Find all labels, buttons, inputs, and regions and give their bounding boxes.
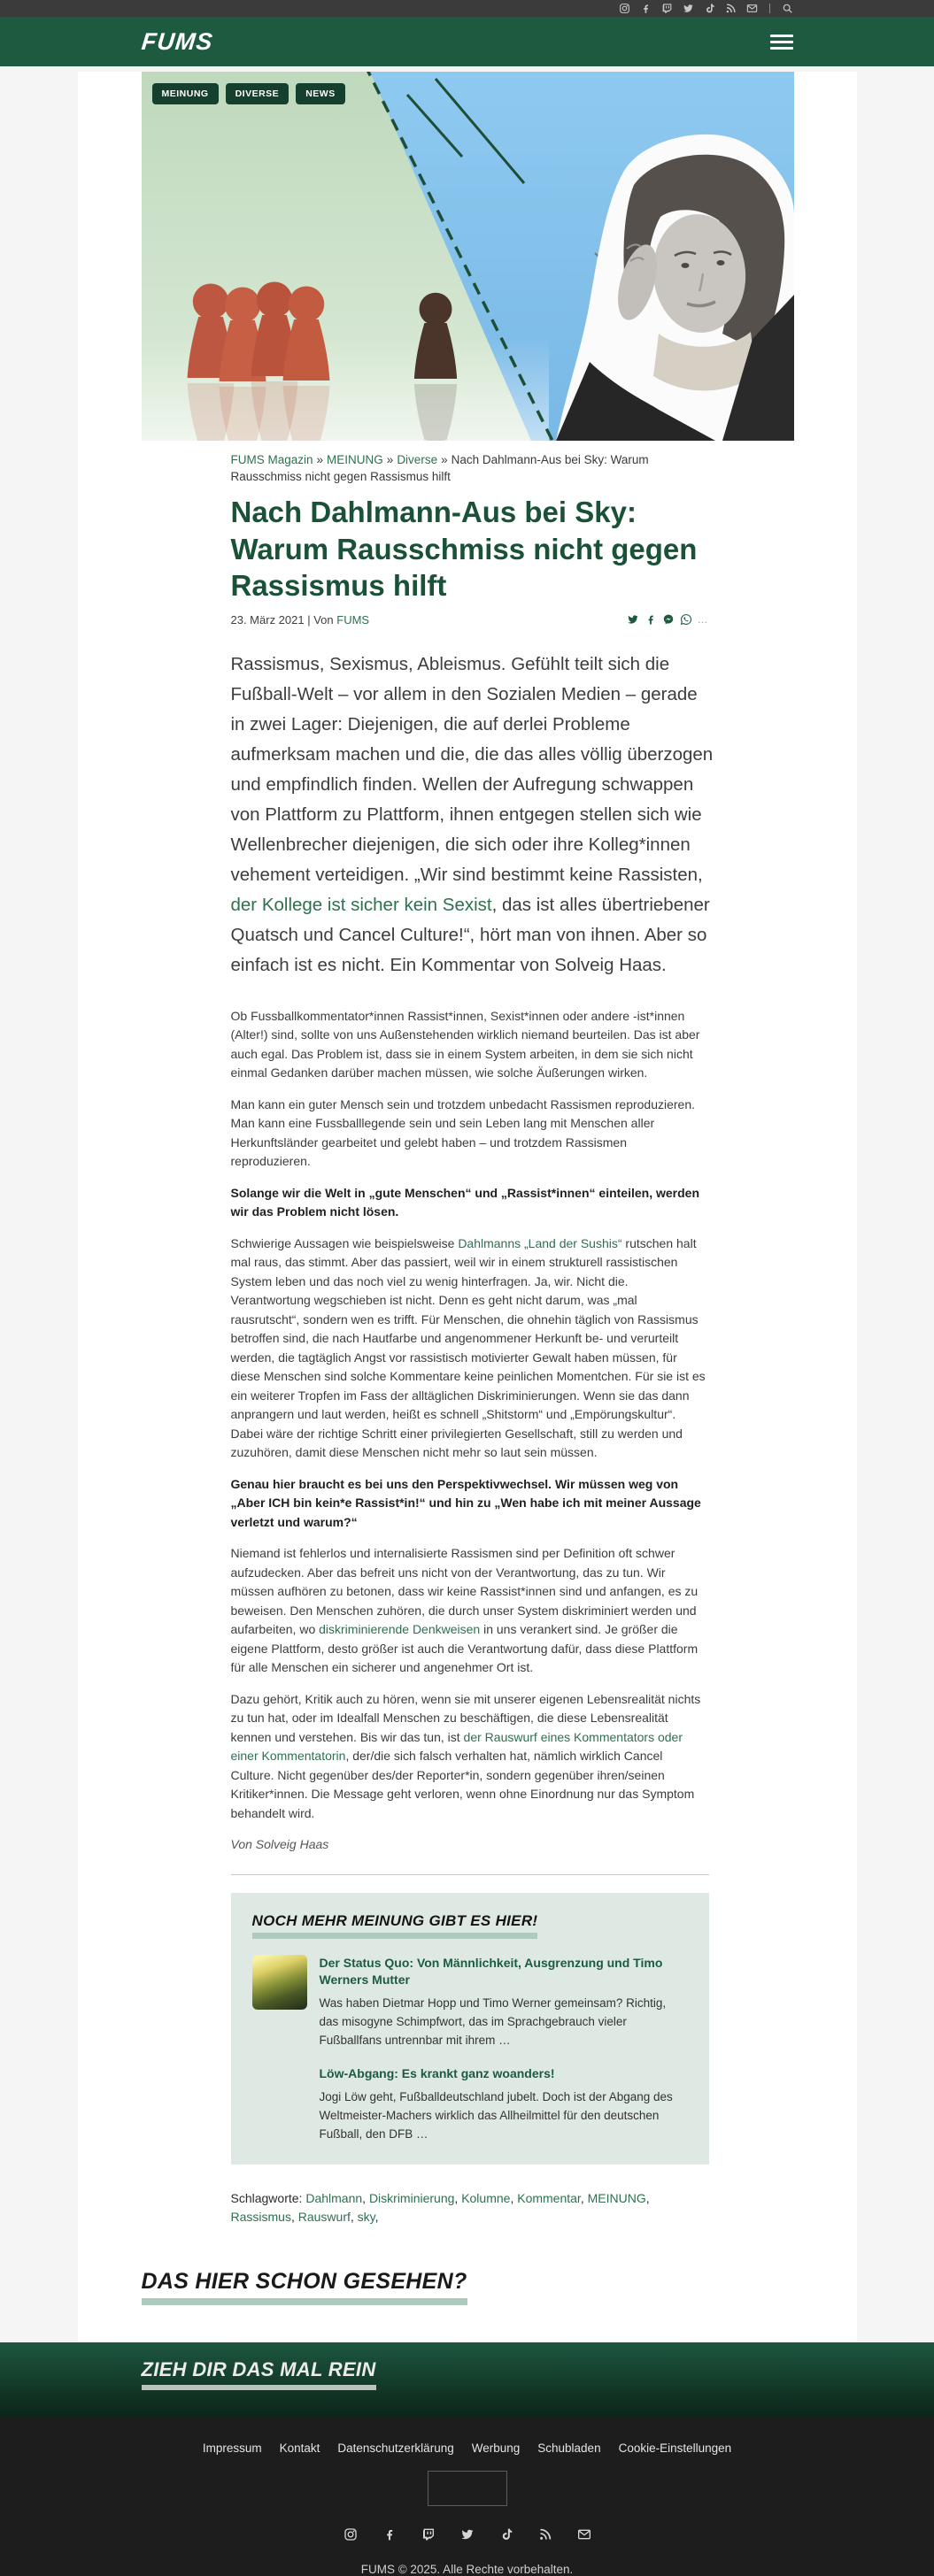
article-hero-image bbox=[142, 72, 794, 441]
section-divider bbox=[231, 1874, 709, 1875]
related-article-title[interactable]: Der Status Quo: Von Männlichkeit, Ausgrenzung und Timo Werners Mutter bbox=[319, 1955, 663, 1987]
rss-icon[interactable] bbox=[538, 2527, 552, 2541]
keyword-tag-link[interactable]: sky bbox=[357, 2209, 375, 2224]
article-meta-row bbox=[231, 613, 709, 627]
rss-icon[interactable] bbox=[725, 3, 737, 14]
related-articles-box bbox=[231, 1893, 709, 2165]
copyright-text: FUMS © 2025. Alle Rechte vorbehalten. bbox=[360, 2562, 574, 2576]
article-body bbox=[231, 1007, 709, 1855]
footer-link-schubladen[interactable]: Schubladen bbox=[537, 2441, 601, 2455]
inline-link[interactable]: Dahlmanns „Land der Sushis“ bbox=[458, 1235, 622, 1250]
related-article-teaser: Was haben Dietmar Hopp und Timo Werner gemeinsam? Richtig, das misogyne Schimpfwort, das im Sprachgebrauch vieler Fußballfans untrennbar mit ihrem … bbox=[319, 1995, 667, 2047]
breadcrumb-current: Nach Dahlmann-Aus bei Sky: Warum Rausschmiss nicht gegen Rassismus hilft bbox=[230, 453, 649, 483]
keyword-tag-link[interactable]: Kolumne bbox=[461, 2190, 511, 2205]
footer-social-icons bbox=[343, 2527, 591, 2541]
email-icon[interactable] bbox=[577, 2527, 591, 2541]
footer-logo-placeholder bbox=[428, 2471, 507, 2506]
share-bar bbox=[627, 613, 709, 626]
related-article-row bbox=[252, 2065, 688, 2143]
twitch-icon[interactable] bbox=[661, 3, 673, 14]
related-article-title[interactable]: Löw-Abgang: Es krankt ganz woanders! bbox=[319, 2065, 555, 2080]
article-paragraph: Ob Fussballkommentator*innen Rassist*innen, Sexist*innen oder andere -ist*innen (Alter!) sind, sollte von uns Außenstehenden wirklich niemand beurteilen. Das ist aber auch egal. Das Problem ist, dass sie in einem System arbeiten, in dem sie sich nicht einmal Gedanken darüber machen müssen, wie solche Äußerungen wirken. bbox=[230, 1008, 700, 1080]
facebook-icon[interactable] bbox=[640, 3, 652, 14]
footer-link-cookies[interactable]: Cookie-Einstellungen bbox=[618, 2441, 732, 2455]
related-article-teaser: Jogi Löw geht, Fußballdeutschland jubelt. Doch ist der Abgang des Weltmeister-Machers wirklich das Allheilmittel für den deutschen Fußball, den DFB … bbox=[319, 2089, 673, 2141]
seen-section-heading: DAS HIER SCHON GESEHEN? bbox=[142, 2269, 467, 2305]
fums-logo[interactable]: FUMS bbox=[139, 27, 214, 55]
twitter-icon[interactable] bbox=[683, 3, 694, 14]
top-bar bbox=[0, 0, 934, 17]
byline-prefix: | Von bbox=[307, 612, 334, 627]
site-footer bbox=[0, 2417, 934, 2576]
author-link[interactable]: FUMS bbox=[336, 612, 370, 627]
footer-green-heading: ZIEH DIR DAS MAL REIN bbox=[142, 2358, 376, 2390]
tag-meinung[interactable]: MEINUNG bbox=[152, 83, 219, 104]
footer-link-datenschutz[interactable]: Datenschutzerklärung bbox=[337, 2441, 454, 2455]
hero-illustration bbox=[142, 72, 794, 441]
keyword-tag-link[interactable]: Diskriminierung bbox=[368, 2190, 455, 2205]
hamburger-menu-icon[interactable] bbox=[770, 31, 793, 53]
inline-link[interactable]: der Rauswurf eines Kommentators oder einer Kommentatorin bbox=[230, 1729, 683, 1764]
email-icon[interactable] bbox=[746, 3, 758, 14]
footer-link-werbung[interactable]: Werbung bbox=[471, 2441, 521, 2455]
related-article-thumbnail[interactable] bbox=[252, 1955, 307, 2010]
footer-link-impressum[interactable]: Impressum bbox=[202, 2441, 262, 2455]
footer-link-kontakt[interactable]: Kontakt bbox=[279, 2441, 320, 2455]
facebook-icon[interactable] bbox=[382, 2527, 397, 2541]
footer-green-band bbox=[0, 2342, 934, 2417]
related-box-heading: NOCH MEHR MEINUNG GIBT ES HIER! bbox=[252, 1912, 538, 1939]
breadcrumb: FUMS Magazin » MEINUNG » Diverse » Nach Dahlmann-Aus bei Sky: Warum Rausschmiss nicht gegen Rassismus hilft bbox=[230, 453, 649, 483]
tiktok-icon[interactable] bbox=[704, 3, 715, 14]
article-paragraph: Man kann ein guter Mensch sein und trotzdem unbedacht Rassismen reproduzieren. Man kann eine Fussballlegende sein und sein Leben lang mit Menschen aller Herkunftsländer gearbeitet und gelebt haben – und trotzdem Rassismen reproduzieren. bbox=[230, 1096, 696, 1169]
share-whatsapp-icon[interactable] bbox=[680, 613, 692, 626]
share-messenger-icon[interactable] bbox=[662, 613, 675, 626]
inline-link[interactable]: diskriminierende Denkweisen bbox=[319, 1622, 481, 1637]
article-intro: Rassismus, Sexismus, Ableismus. Gefühlt teilt sich die Fußball-Welt – vor allem in den Sozialen Medien – gerade in zwei Lager: Diejenigen, die auf derlei Probleme aufmerksam machen und die, die das alles völlig überzogen und empfindlich finden. Wellen der Aufregung schwappen von Plattform zu Plattform, ihnen entgegen stellen sich wie Wellenbrecher diejenigen, die sich oder ihre Kolleg*innen vehement verteidigen. „Wir sind bestimmt keine Rassisten, der Kollege ist sicher kein Sexist, das ist alles übertriebener Quatsch und Cancel Culture!“, hört man von ihnen. Aber so einfach ist es nicht. Ein Kommentar von Solveig Haas. bbox=[230, 653, 714, 975]
twitter-icon[interactable] bbox=[460, 2527, 475, 2541]
page-title: Nach Dahlmann-Aus bei Sky: Warum Rausschmiss nicht gegen Rassismus hilft bbox=[230, 496, 698, 603]
site-header bbox=[0, 17, 934, 66]
tiktok-icon[interactable] bbox=[499, 2527, 513, 2541]
twitch-icon[interactable] bbox=[421, 2527, 436, 2541]
share-facebook-icon[interactable] bbox=[645, 613, 657, 626]
tag-news[interactable]: NEWS bbox=[296, 83, 345, 104]
keyword-tag-link[interactable]: MEINUNG bbox=[587, 2190, 646, 2205]
breadcrumb-link-meinung[interactable]: MEINUNG bbox=[327, 453, 383, 466]
keywords-line: Schlagworte: Dahlmann, Diskriminierung, Kolumne, Kommentar, MEINUNG, Rassismus, Rauswurf, sky, bbox=[230, 2190, 650, 2224]
article-paragraph: Solange wir die Welt in „gute Menschen“ und „Rassist*innen“ einteilen, werden wir das Problem nicht lösen. bbox=[230, 1185, 699, 1219]
instagram-icon[interactable] bbox=[343, 2527, 358, 2541]
share-more-icon[interactable]: … bbox=[697, 613, 709, 627]
breadcrumb-link-magazin[interactable]: FUMS Magazin bbox=[230, 453, 313, 466]
article-paragraph: Von Solveig Haas bbox=[230, 1837, 329, 1852]
article-paragraph: Dazu gehört, Kritik auch zu hören, wenn sie mit unserer eigenen Lebensrealität nichts zu tun hat, oder im Idealfall Menschen zu beschäftigen, die diese Lebensrealität kennen und verstehen. Bis wir das tun, ist der Rauswurf eines Kommentators oder einer Kommentatorin, der/die sich falsch verhalten hat, nämlich wirklich Cancel Culture. Nicht gegenüber des/der Reporter*in, sondern gegenüber ihren/seinen Kritiker*innen. Die Message geht verloren, wenn ohne Einordnung nur das Symptom behandelt wird. bbox=[230, 1691, 701, 1820]
keyword-tag-link[interactable]: Rassismus bbox=[230, 2209, 291, 2224]
article-page bbox=[78, 72, 857, 2342]
search-icon[interactable] bbox=[782, 3, 793, 14]
article-date: 23. März 2021 bbox=[230, 612, 305, 627]
instagram-icon[interactable] bbox=[619, 3, 630, 14]
breadcrumb-link-diverse[interactable]: Diverse bbox=[397, 453, 438, 466]
keywords-label: Schlagworte: bbox=[230, 2190, 303, 2205]
article-paragraph: Schwierige Aussagen wie beispielsweise Dahlmanns „Land der Sushis“ rutschen halt mal raus, das stimmt. Aber das passiert, weil wir in einem strukturell rassistischen System leben und das noch viel zu wenig hinterfragen. Ja, wir. Nicht die. Verantwortung wegschieben ist nicht. Denn es geht nicht darum, was „mal rausrutscht“, sondern wen es trifft. Für Menschen, die ohnehin täglich von Rassismus betroffen sind, die nach Hautfarbe und angenommener Herkunft be- und verurteilt werden, die tagtäglich Angst vor rassistisch motivierter Gewalt haben müssen, für diese Menschen sind solche Kommentare keine peinlichen Momentchen. Für sie ist es ein weiterer Tropfen im Fass der alltäglichen Diskriminierungen. Wenn sie das dann anprangern und laut werden, heißt es schnell „Shitstorm“ und „Empörungskultur“. Dabei wäre der richtige Schritt einer privilegierten Gesellschaft, still zu werden und zuzuhören, damit diese Menschen nicht mehr so laut sein müssen. bbox=[230, 1235, 706, 1460]
share-twitter-icon[interactable] bbox=[627, 613, 639, 626]
topbar-divider bbox=[769, 4, 770, 13]
keyword-tag-link[interactable]: Dahlmann bbox=[305, 2190, 363, 2205]
hero-category-tags bbox=[152, 83, 345, 104]
footer-links bbox=[203, 2441, 731, 2455]
article-paragraph: Genau hier braucht es bei uns den Perspektivwechsel. Wir müssen weg von „Aber ICH bin kein*e Rassist*in!“ und hin zu „Wen habe ich mit meiner Aussage verletzt und warum?“ bbox=[230, 1476, 701, 1529]
related-article-row bbox=[252, 1955, 688, 2049]
keyword-tag-link[interactable]: Kommentar bbox=[517, 2190, 581, 2205]
inline-link[interactable]: der Kollege ist sicher kein Sexist bbox=[230, 894, 492, 915]
article-paragraph: Niemand ist fehlerlos und internalisierte Rassismen sind per Definition oft schwer aufzudecken. Aber das befreit uns nicht von der Verantwortung, das zu tun. Wir müssen aufhören zu betonen, dass wir keine Rassist*innen sind und anfangen, es zu beweisen. Den Menschen zuhören, die durch unser System diskriminiert werden und aufarbeiten, wo diskriminierende Denkweisen in uns verankert sind. Je größer die eigene Plattform, desto größer ist auch die Verantwortung dafür, dass diese Plattform für alle Menschen ein sicherer und angenehmer Ort ist. bbox=[230, 1546, 699, 1675]
keyword-tag-link[interactable]: Rauswurf bbox=[297, 2209, 351, 2224]
tag-diverse[interactable]: DIVERSE bbox=[226, 83, 289, 104]
